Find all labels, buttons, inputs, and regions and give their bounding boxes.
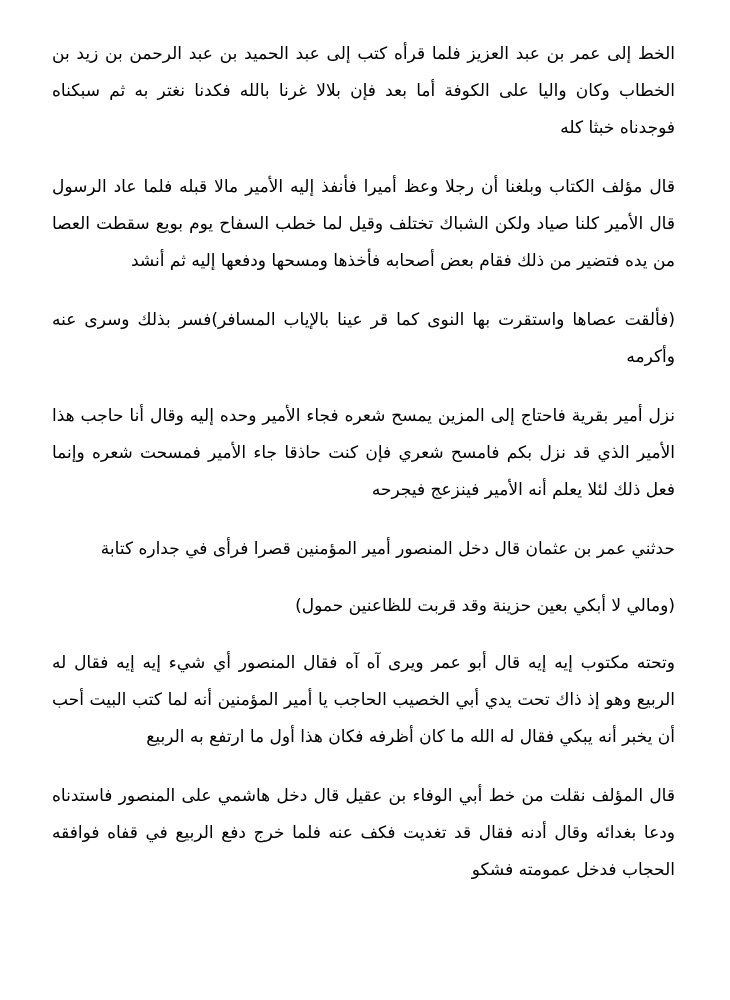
paragraph-2: قال مؤلف الكتاب وبلغنا أن رجلا وعظ أميرا فأنفذ إليه الأمير مالا قبله فلما عاد الرسول قال الأمير كلنا صياد ولكن الشباك تختلف وقيل لما خطب السفاح يوم بويع سقطت العصا من يده فتضير من ذلك فقام بعض أصحابه فأخذها ومسحها ودفعها إليه ثم أنشد bbox=[52, 177, 675, 271]
verse-line: (ومالي لا أبكي بعين حزينة وقد قربت للظاعنين حمول) bbox=[295, 596, 675, 616]
paragraph-5: حدثني عمر بن عثمان قال دخل المنصور أمير المؤمنين قصرا فرأى في جداره كتابة bbox=[100, 539, 675, 559]
paragraph-4: نزل أمير بقرية فاحتاج إلى المزين يمسح شعره فجاء الأمير وحده إليه وقال أنا حاجب هذا الأمير الذي قد نزل بكم فامسح شعري فإن كنت حاذقا جاء الأمير فمسحت شعره وإنما فعل ذلك لئلا يعلم أنه الأمير فينزعج فيجرحه bbox=[52, 406, 675, 500]
paragraph-6: وتحته مكتوب إيه إيه قال أبو عمر ويرى آه آه فقال المنصور أي شيء إيه إيه فقال له الربيع وهو إذ ذاك تحت يدي أبي الخصيب الحاجب يا أمير المؤمنين أنه لما كتب البيت أحب أن يخبر أنه يبكي فقال له الله ما كان أظرفه فكان هذا أول ما ارتفع به الربيع bbox=[52, 653, 675, 747]
paragraph-7: قال المؤلف نقلت من خط أبي الوفاء بن عقيل قال دخل هاشمي على المنصور فاستدناه ودعا بغدائه وقال أدنه فقال قد تغديت فكف عنه فلما خرج دفع الربيع في قفاه فوافقه الحجاب فدخل عمومته فشكو bbox=[52, 786, 675, 880]
paragraph-3: (فألقت عصاها واستقرت بها النوى كما قر عينا بالإياب المسافر)فسر بذلك وسرى عنه وأكرمه bbox=[52, 310, 675, 367]
document-page bbox=[52, 36, 675, 911]
paragraph-1: الخط إلى عمر بن عبد العزيز فلما قرأه كتب إلى عبد الحميد بن عبد الرحمن بن زيد بن الخطاب وكان واليا على الكوفة أما بعد فإن بلالا غرنا بالله فكدنا نغتر به ثم سبكناه فوجدناه خبثا كله bbox=[52, 44, 675, 138]
